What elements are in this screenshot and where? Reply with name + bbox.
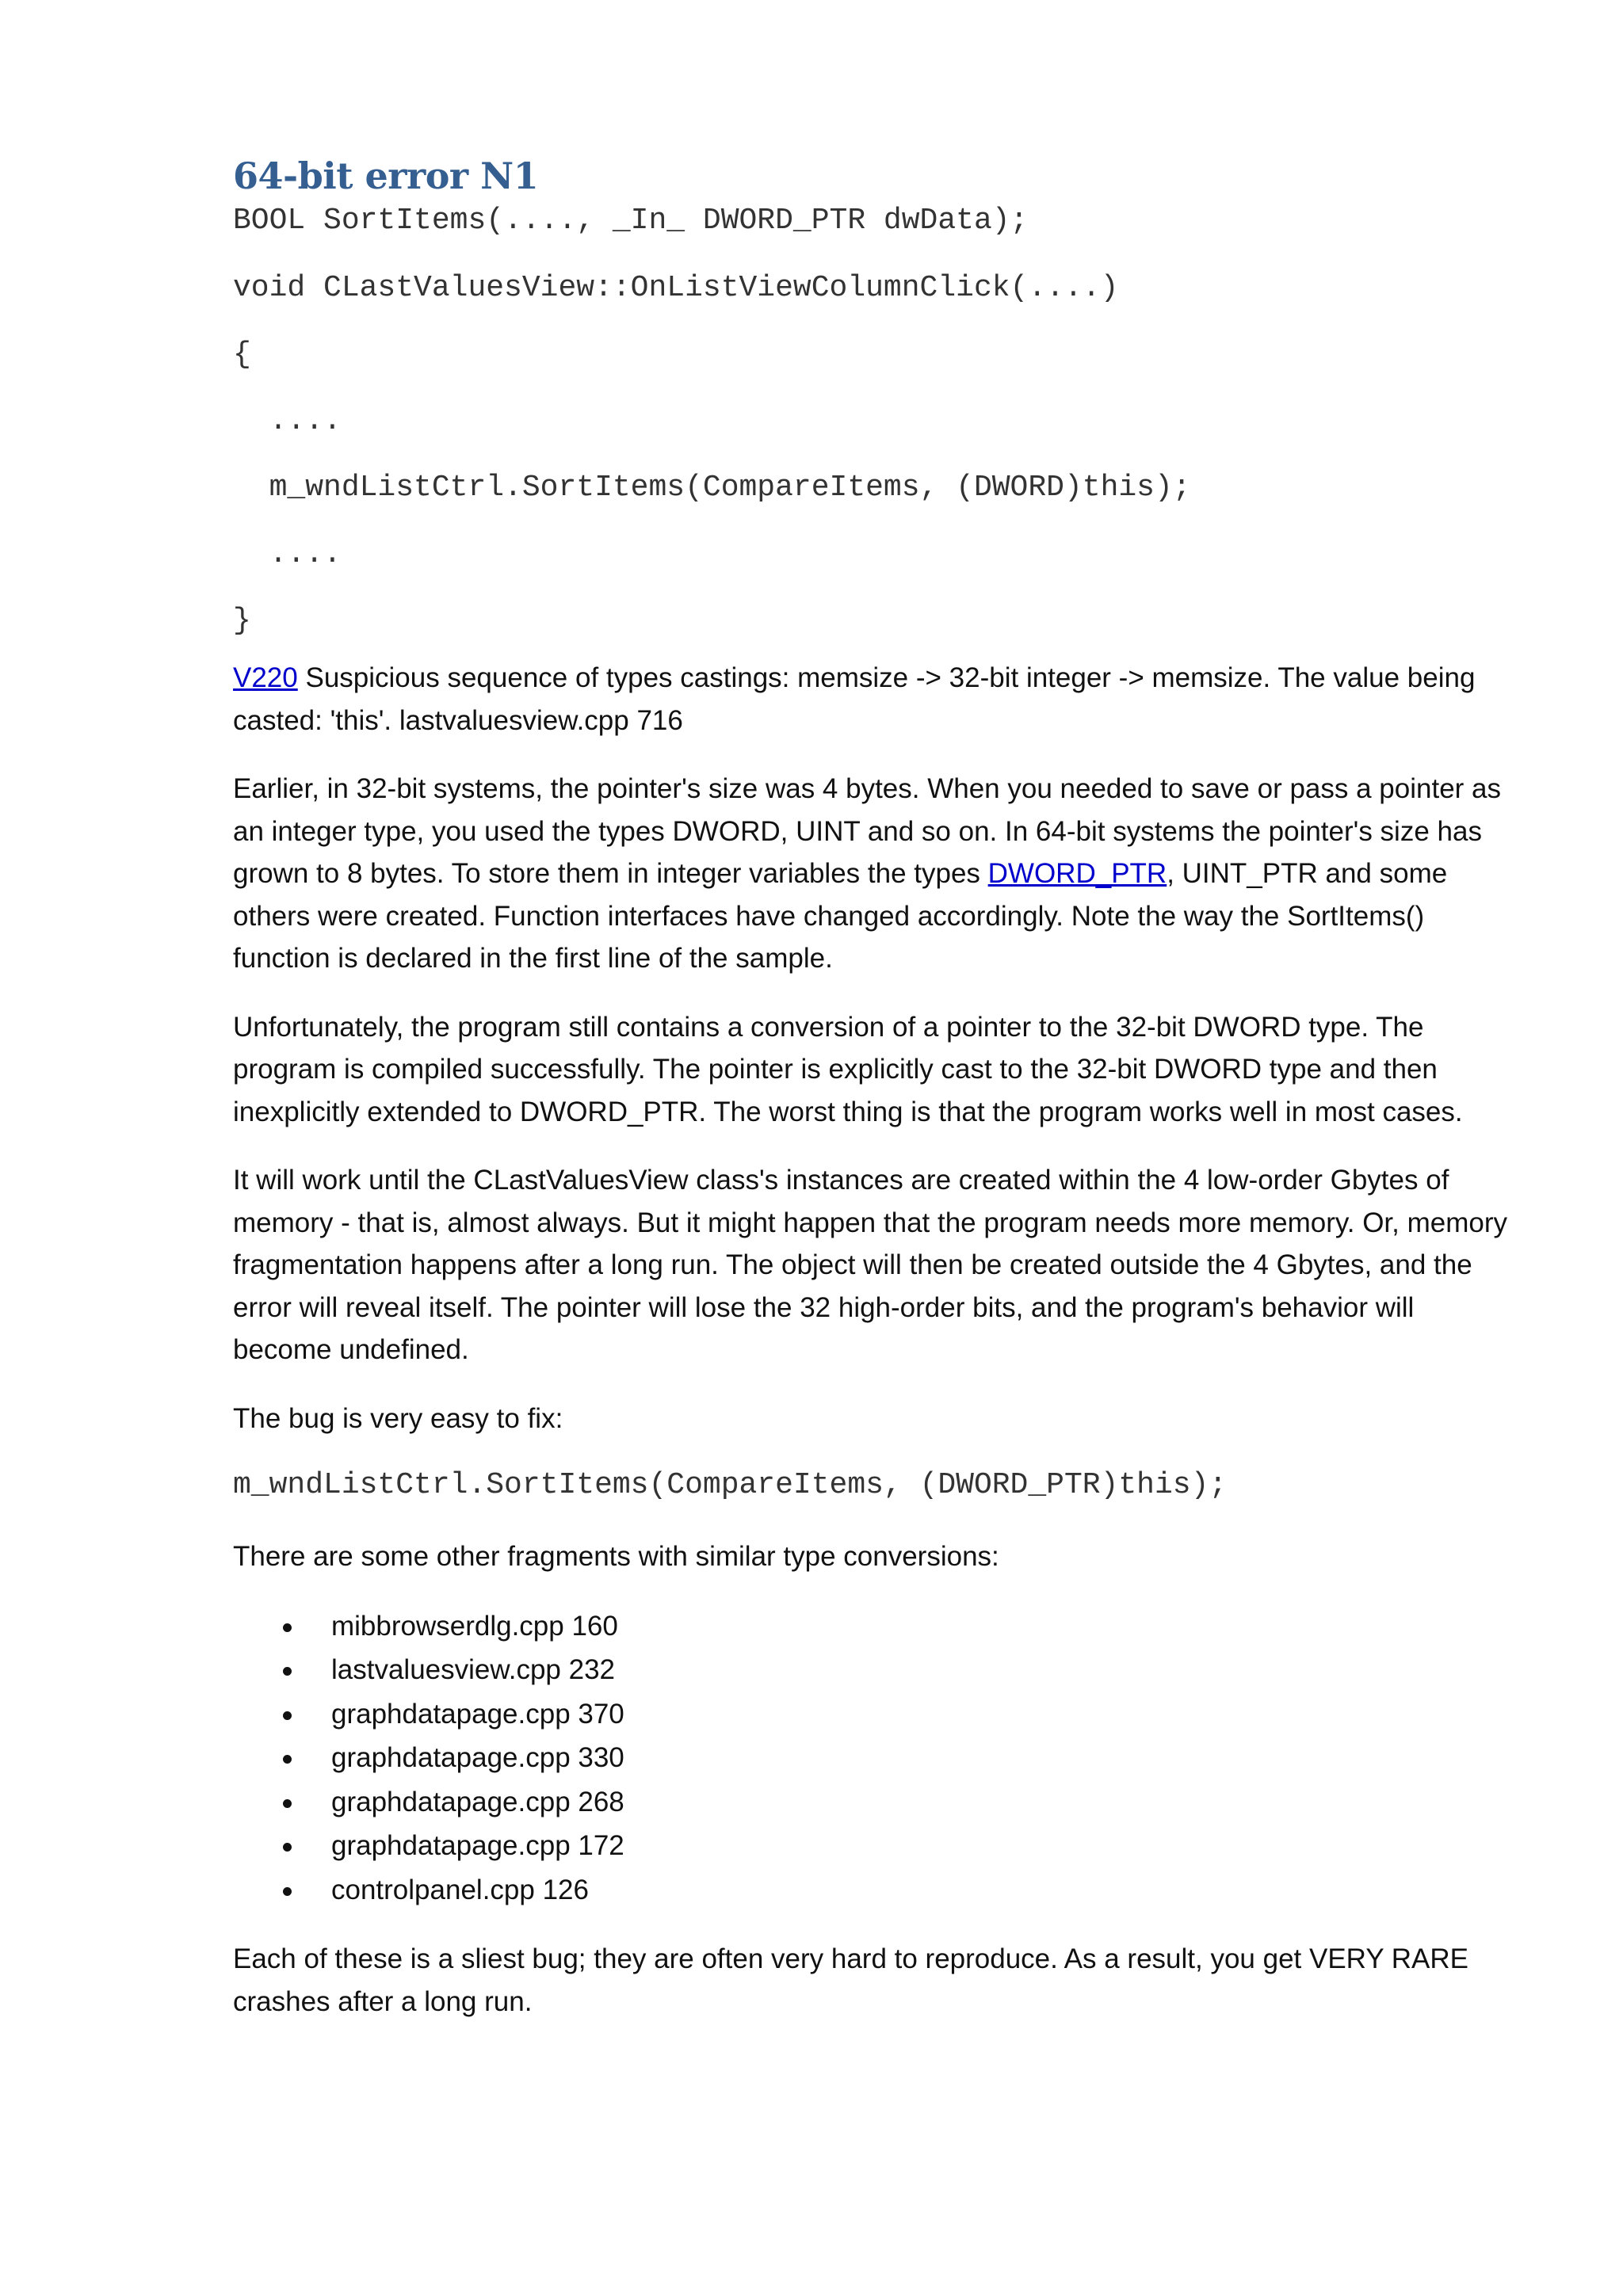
list-item: [233, 1868, 1517, 1913]
bullet-icon: [283, 1667, 292, 1676]
list-item: [233, 1604, 1517, 1649]
list-item-text: graphdatapage.cpp 370: [331, 1698, 624, 1730]
article-body: [233, 151, 1517, 2049]
list-item: [233, 1648, 1517, 1692]
list-item-text: mibbrowserdlg.cpp 160: [331, 1610, 618, 1642]
code-line: m_wndListCtrl.SortItems(CompareItems, (DWORD)this);: [233, 471, 1191, 505]
list-item: [233, 1780, 1517, 1825]
code-line: }: [233, 604, 251, 638]
paragraph-text: , UINT_PTR and some others were created. Function interfaces have changed accordingly. Note the way the SortItems() function is declared in the first line of the sample.: [233, 858, 1448, 974]
bullet-icon: [283, 1887, 292, 1896]
diagnostic-paragraph: [233, 657, 1517, 742]
code-line: {: [233, 338, 251, 372]
code-line: void CLastValuesView::OnListViewColumnClick(....): [233, 271, 1119, 305]
fix-code: m_wndListCtrl.SortItems(CompareItems, (DWORD_PTR)this);: [233, 1468, 1228, 1502]
diagnostic-code-link[interactable]: V220: [233, 662, 298, 693]
list-item-text: graphdatapage.cpp 330: [331, 1742, 624, 1773]
list-item-text: lastvaluesview.cpp 232: [331, 1654, 615, 1685]
paragraph-pointer-size: [233, 768, 1517, 980]
dword-ptr-link[interactable]: DWORD_PTR: [987, 858, 1167, 889]
list-item-text: controlpanel.cpp 126: [331, 1874, 589, 1905]
code-line: BOOL SortItems(...., _In_ DWORD_PTR dwData);: [233, 204, 1029, 238]
bullet-icon: [283, 1711, 292, 1720]
paragraph-text: Earlier, in 32-bit systems, the pointer's size was 4 bytes. When you needed to save or pass a pointer as an integer type, you used the types DWORD, UINT and so on. In 64-bit systems the pointer's size has grown to 8 bytes. To store them in integer variables the types: [233, 773, 1502, 889]
bullet-icon: [283, 1755, 292, 1764]
list-item: [233, 1736, 1517, 1780]
code-line: ....: [233, 404, 342, 438]
fix-intro: The bug is very easy to fix:: [233, 1402, 563, 1434]
paragraph-memory: It will work until the CLastValuesView class's instances are created within the 4 low-order Gbytes of memory - that is, almost always. But it might happen that the program needs more memory. Or, memory fragmentation happens after a long run. The object will then be created outside the 4 Gbytes, and the error will reveal itself. The pointer will lose the 32 high-order bits, and the program's behavior will become undefined.: [233, 1165, 1508, 1365]
conclusion-paragraph: Each of these is a sliest bug; they are often very hard to reproduce. As a result, you get VERY RARE crashes after a long run.: [233, 1943, 1469, 2017]
list-item: [233, 1692, 1517, 1737]
paragraph-conversion: Unfortunately, the program still contains a conversion of a pointer to the 32-bit DWORD type. The program is compiled successfully. The pointer is explicitly cast to the 32-bit DWORD type and then inexplicitly extended to DWORD_PTR. The worst thing is that the program works well in most cases.: [233, 1011, 1463, 1127]
list-item-text: graphdatapage.cpp 172: [331, 1830, 624, 1861]
code-line: ....: [233, 537, 342, 571]
bullet-icon: [283, 1843, 292, 1852]
bullet-icon: [283, 1799, 292, 1808]
list-item: [233, 1824, 1517, 1868]
section-heading: 64-bit error N1: [233, 154, 539, 197]
diagnostic-message: Suspicious sequence of types castings: memsize -> 32-bit integer -> memsize. The value being casted: 'this'. lastvaluesview.cpp 716: [233, 662, 1476, 736]
bullet-icon: [283, 1623, 292, 1632]
fragments-list: [233, 1604, 1517, 1913]
code-sample: [233, 201, 1517, 657]
list-item-text: graphdatapage.cpp 268: [331, 1786, 624, 1817]
fragments-intro: There are some other fragments with similar type conversions:: [233, 1541, 999, 1572]
